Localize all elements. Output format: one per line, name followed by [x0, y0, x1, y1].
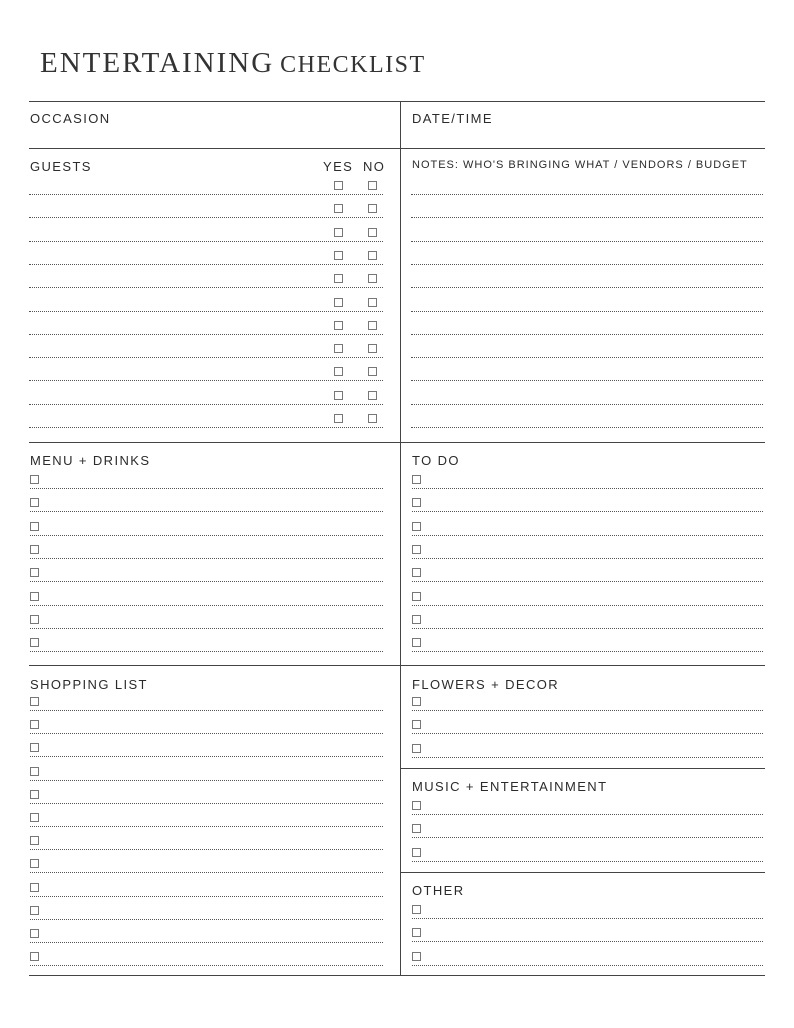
menu-item-checkbox[interactable] [30, 498, 39, 507]
guest-no-checkbox[interactable] [368, 298, 377, 307]
todo-item-line[interactable] [412, 651, 763, 652]
menu-item-line[interactable] [30, 628, 383, 629]
flowers-item-checkbox[interactable] [412, 697, 421, 706]
guest-yes-checkbox[interactable] [334, 181, 343, 190]
notes-line[interactable] [411, 334, 763, 335]
guest-line[interactable] [29, 217, 383, 218]
guest-no-checkbox[interactable] [368, 391, 377, 400]
divider-menu [29, 665, 765, 666]
guest-no-checkbox[interactable] [368, 204, 377, 213]
guest-yes-checkbox[interactable] [334, 391, 343, 400]
guest-no-checkbox[interactable] [368, 321, 377, 330]
todo-item-line[interactable] [412, 558, 763, 559]
todo-item-checkbox[interactable] [412, 475, 421, 484]
todo-item-checkbox[interactable] [412, 592, 421, 601]
shopping-item-checkbox[interactable] [30, 836, 39, 845]
guest-no-checkbox[interactable] [368, 251, 377, 260]
guest-line[interactable] [29, 380, 383, 381]
todo-item-checkbox[interactable] [412, 568, 421, 577]
notes-line[interactable] [411, 264, 763, 265]
shopping-item-line[interactable] [30, 780, 383, 781]
shopping-item-line[interactable] [30, 872, 383, 873]
menu-item-checkbox[interactable] [30, 568, 39, 577]
menu-item-checkbox[interactable] [30, 475, 39, 484]
page-title [40, 47, 426, 80]
flowers-label: FLOWERS + DECOR [412, 677, 560, 692]
flowers-item-line[interactable] [412, 757, 763, 758]
guest-line[interactable] [29, 194, 383, 195]
guest-yes-checkbox[interactable] [334, 367, 343, 376]
guest-no-checkbox[interactable] [368, 274, 377, 283]
guest-line[interactable] [29, 241, 383, 242]
menu-item-line[interactable] [30, 488, 383, 489]
menu-item-line[interactable] [30, 605, 383, 606]
todo-item-line[interactable] [412, 605, 763, 606]
shopping-item-checkbox[interactable] [30, 743, 39, 752]
notes-line[interactable] [411, 404, 763, 405]
flowers-item-line[interactable] [412, 733, 763, 734]
music-item-checkbox[interactable] [412, 824, 421, 833]
todo-item-line[interactable] [412, 581, 763, 582]
guest-line[interactable] [29, 334, 383, 335]
guest-no-checkbox[interactable] [368, 367, 377, 376]
menu-item-checkbox[interactable] [30, 638, 39, 647]
datetime-label: DATE/TIME [412, 111, 493, 126]
shopping-item-line[interactable] [30, 756, 383, 757]
guest-yes-checkbox[interactable] [334, 321, 343, 330]
occasion-label: OCCASION [30, 111, 111, 126]
notes-line[interactable] [411, 287, 763, 288]
menu-item-checkbox[interactable] [30, 545, 39, 554]
music-item-checkbox[interactable] [412, 848, 421, 857]
no-label: NO [363, 159, 386, 174]
shopping-item-line[interactable] [30, 919, 383, 920]
music-item-line[interactable] [412, 861, 763, 862]
todo-item-checkbox[interactable] [412, 522, 421, 531]
guest-line[interactable] [29, 311, 383, 312]
menu-item-line[interactable] [30, 558, 383, 559]
guest-line[interactable] [29, 264, 383, 265]
menu-item-line[interactable] [30, 581, 383, 582]
notes-line[interactable] [411, 357, 763, 358]
shopping-item-checkbox[interactable] [30, 790, 39, 799]
menu-label: MENU + DRINKS [30, 453, 151, 468]
menu-item-line[interactable] [30, 535, 383, 536]
shopping-item-checkbox[interactable] [30, 697, 39, 706]
todo-item-line[interactable] [412, 535, 763, 536]
menu-item-line[interactable] [30, 511, 383, 512]
shopping-item-checkbox[interactable] [30, 929, 39, 938]
menu-item-checkbox[interactable] [30, 592, 39, 601]
shopping-item-checkbox[interactable] [30, 813, 39, 822]
shopping-label: SHOPPING LIST [30, 677, 148, 692]
flowers-item-line[interactable] [412, 710, 763, 711]
music-label: MUSIC + ENTERTAINMENT [412, 779, 608, 794]
divider-flowers [400, 768, 765, 769]
shopping-item-line[interactable] [30, 710, 383, 711]
todo-item-checkbox[interactable] [412, 638, 421, 647]
guest-line[interactable] [29, 357, 383, 358]
title-sub: CHECKLIST [280, 52, 426, 78]
divider-guests [29, 442, 765, 443]
shopping-item-checkbox[interactable] [30, 720, 39, 729]
notes-line[interactable] [411, 217, 763, 218]
menu-item-checkbox[interactable] [30, 615, 39, 624]
title-main: ENTERTAINING [40, 47, 275, 79]
notes-line[interactable] [411, 241, 763, 242]
other-item-checkbox[interactable] [412, 928, 421, 937]
notes-label: NOTES: WHO'S BRINGING WHAT / VENDORS / BUDGET [412, 159, 748, 171]
guest-yes-checkbox[interactable] [334, 251, 343, 260]
shopping-item-checkbox[interactable] [30, 952, 39, 961]
guest-yes-checkbox[interactable] [334, 274, 343, 283]
notes-line[interactable] [411, 194, 763, 195]
shopping-item-checkbox[interactable] [30, 906, 39, 915]
guests-label: GUESTS [30, 159, 92, 174]
notes-line[interactable] [411, 380, 763, 381]
todo-item-line[interactable] [412, 511, 763, 512]
guest-yes-checkbox[interactable] [334, 414, 343, 423]
music-item-line[interactable] [412, 814, 763, 815]
guest-line[interactable] [29, 404, 383, 405]
todo-label: TO DO [412, 453, 460, 468]
shopping-item-line[interactable] [30, 733, 383, 734]
menu-item-checkbox[interactable] [30, 522, 39, 531]
music-item-checkbox[interactable] [412, 801, 421, 810]
divider-top [29, 101, 765, 102]
other-item-line[interactable] [412, 918, 763, 919]
yes-label: YES [323, 159, 354, 174]
divider-bottom [29, 975, 765, 976]
shopping-item-line[interactable] [30, 803, 383, 804]
guest-yes-checkbox[interactable] [334, 228, 343, 237]
divider-music [400, 872, 765, 873]
todo-item-checkbox[interactable] [412, 615, 421, 624]
other-item-line[interactable] [412, 965, 763, 966]
guest-line[interactable] [29, 427, 383, 428]
shopping-item-checkbox[interactable] [30, 883, 39, 892]
shopping-item-checkbox[interactable] [30, 767, 39, 776]
guest-no-checkbox[interactable] [368, 414, 377, 423]
flowers-item-checkbox[interactable] [412, 720, 421, 729]
guest-no-checkbox[interactable] [368, 228, 377, 237]
todo-item-line[interactable] [412, 628, 763, 629]
shopping-item-line[interactable] [30, 942, 383, 943]
todo-item-line[interactable] [412, 488, 763, 489]
shopping-item-checkbox[interactable] [30, 859, 39, 868]
shopping-item-line[interactable] [30, 826, 383, 827]
flowers-item-checkbox[interactable] [412, 744, 421, 753]
divider-occasion [29, 148, 765, 149]
guest-yes-checkbox[interactable] [334, 204, 343, 213]
guest-no-checkbox[interactable] [368, 181, 377, 190]
music-item-line[interactable] [412, 837, 763, 838]
guest-yes-checkbox[interactable] [334, 298, 343, 307]
shopping-item-line[interactable] [30, 896, 383, 897]
todo-item-checkbox[interactable] [412, 498, 421, 507]
guest-yes-checkbox[interactable] [334, 344, 343, 353]
guest-line[interactable] [29, 287, 383, 288]
divider-center [400, 101, 401, 975]
guest-no-checkbox[interactable] [368, 344, 377, 353]
other-label: OTHER [412, 883, 465, 898]
other-item-checkbox[interactable] [412, 905, 421, 914]
notes-line[interactable] [411, 427, 763, 428]
notes-line[interactable] [411, 311, 763, 312]
menu-item-line[interactable] [30, 651, 383, 652]
other-item-checkbox[interactable] [412, 952, 421, 961]
shopping-item-line[interactable] [30, 965, 383, 966]
shopping-item-line[interactable] [30, 849, 383, 850]
todo-item-checkbox[interactable] [412, 545, 421, 554]
other-item-line[interactable] [412, 941, 763, 942]
